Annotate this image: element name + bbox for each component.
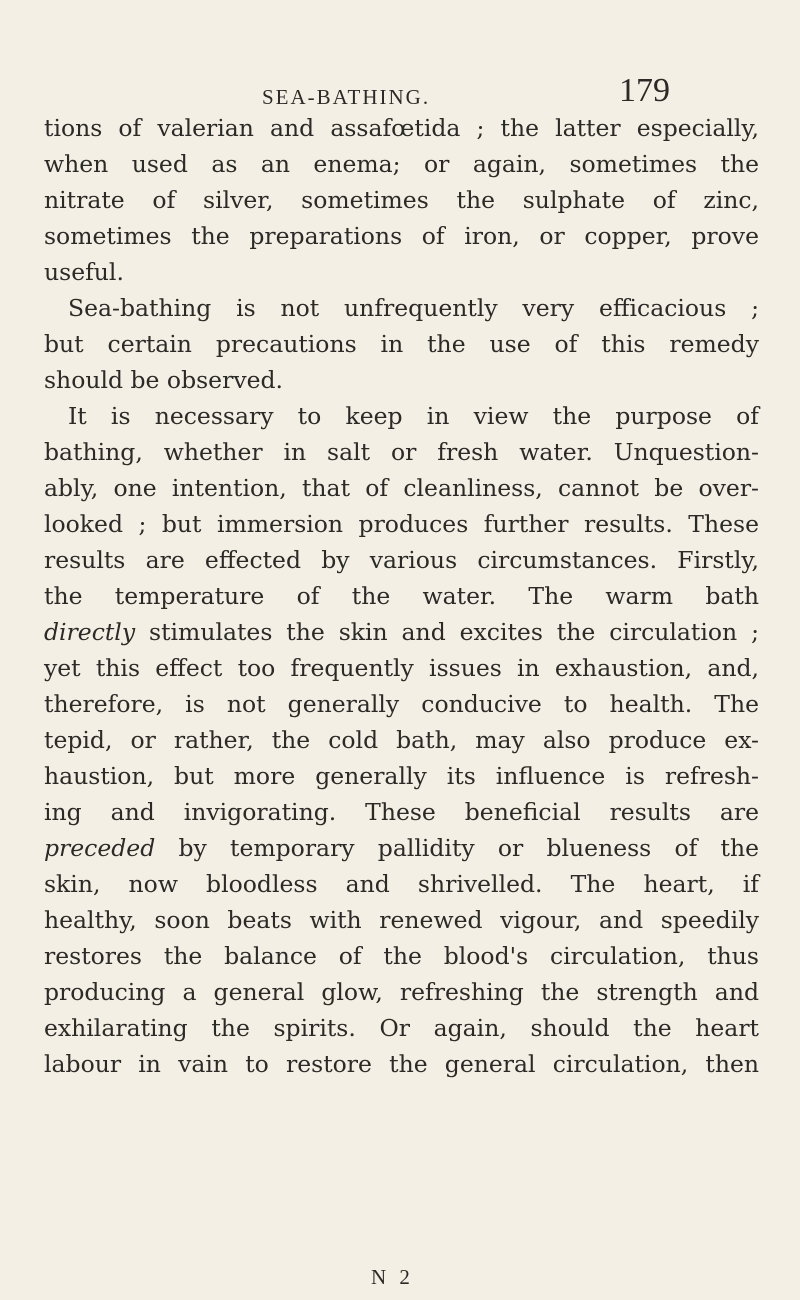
text-line-20: ing and invigorating. These beneficial results are [44, 798, 759, 826]
text-line-4: sometimes the preparations of iron, or copper, prove [44, 222, 759, 250]
text-line-26: exhilarating the spirits. Or again, should the heart [44, 1014, 759, 1042]
text-line-5: useful. [44, 258, 124, 286]
signature-mark: N 2 [371, 1265, 414, 1289]
running-head: SEA-BATHING. [262, 85, 431, 109]
italic-word: directly [44, 618, 136, 646]
text-line-13: results are effected by various circumstances. Firstly, [44, 546, 759, 574]
text-line-10: bathing, whether in salt or fresh water. Unquestion- [44, 438, 759, 466]
text-line-15: directly stimulates the skin and excites the circulation ; [44, 618, 759, 646]
text-line-11: ably, one intention, that of cleanliness, cannot be over- [44, 474, 759, 502]
text-line-2: when used as an enema; or again, sometimes the [44, 150, 759, 178]
text-line-18: tepid, or rather, the cold bath, may also produce ex- [44, 726, 759, 754]
text-line-27: labour in vain to restore the general circulation, then [44, 1050, 759, 1078]
text-line-23: healthy, soon beats with renewed vigour, and speedily [44, 906, 759, 934]
page-number: 179 [619, 72, 670, 109]
text-line-14: the temperature of the water. The warm bath [44, 582, 759, 610]
italic-word: preceded [44, 834, 156, 862]
text-line-19: haustion, but more generally its influence is refresh- [44, 762, 759, 790]
text-line-22: skin, now bloodless and shrivelled. The heart, if [44, 870, 759, 898]
text-line-1: tions of valerian and assafœtida ; the latter especially, [44, 114, 759, 142]
text-line-25: producing a general glow, refreshing the strength and [44, 978, 759, 1006]
text-line-8: should be observed. [44, 366, 284, 394]
text-line-3: nitrate of silver, sometimes the sulphate of zinc, [44, 186, 759, 214]
text-line-9: It is necessary to keep in view the purpose of [68, 402, 759, 430]
text-line-16: yet this effect too frequently issues in exhaustion, and, [44, 654, 759, 682]
text-line-21: preceded by temporary pallidity or blueness of the [44, 834, 759, 862]
text-line-24: restores the balance of the blood's circulation, thus [44, 942, 759, 970]
text-line-12: looked ; but immersion produces further results. These [44, 510, 759, 538]
text-line-7: but certain precautions in the use of this remedy [44, 330, 759, 358]
text-line-17: therefore, is not generally conducive to health. The [44, 690, 759, 718]
text-line-6: Sea-bathing is not unfrequently very efficacious ; [68, 294, 759, 322]
body-text [44, 110, 759, 1082]
